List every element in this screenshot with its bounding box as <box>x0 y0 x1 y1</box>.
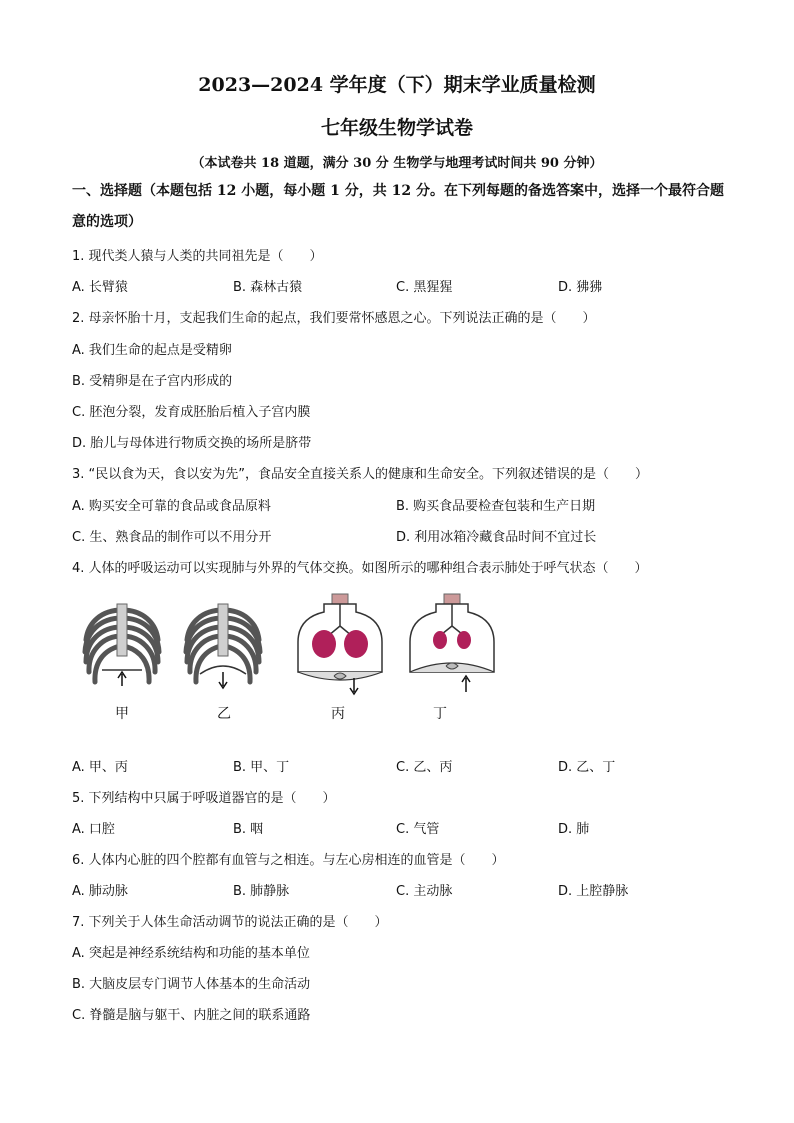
exam-title: 2023—2024 学年度（下）期末学业质量检测 <box>198 74 596 96</box>
ribcage-figure-yi <box>180 600 266 692</box>
figure-label-bing: 丙 <box>331 706 345 722</box>
section-heading: 一、选择题（本题包括 12 小题，每小题 1 分，共 12 分。在下列每题的备选答案中，选择一个最符合题意的选项） <box>72 183 724 230</box>
q1-option-a: A. 长臂猿 <box>72 280 128 295</box>
q7-option-a: A. 突起是神经系统结构和功能的基本单位 <box>72 946 310 961</box>
q2-option-d: D. 胎儿与母体进行物质交换的场所是脐带 <box>72 436 312 451</box>
q2-option-c: C. 胚泡分裂，发育成胚胎后植入子宫内膜 <box>72 405 311 420</box>
question-5-stem: 5. 下列结构中只属于呼吸道器官的是（ ） <box>72 791 336 806</box>
q5-option-c: C. 气管 <box>396 822 440 837</box>
q3-option-b: B. 购买食品要检查包装和生产日期 <box>396 499 596 514</box>
figure-label-ding: 丁 <box>433 706 447 722</box>
q4-option-a: A. 甲、丙 <box>72 760 128 775</box>
q4-option-d: D. 乙、丁 <box>558 760 616 775</box>
q1-option-d: D. 狒狒 <box>558 280 603 295</box>
q2-option-a: A. 我们生命的起点是受精卵 <box>72 343 232 358</box>
q6-option-b: B. 肺静脉 <box>233 884 290 899</box>
q4-option-b: B. 甲、丁 <box>233 760 290 775</box>
q6-option-c: C. 主动脉 <box>396 884 453 899</box>
q2-option-b: B. 受精卵是在子宫内形成的 <box>72 374 233 389</box>
q5-option-a: A. 口腔 <box>72 822 115 837</box>
q3-option-c: C. 生、熟食品的制作可以不用分开 <box>72 530 272 545</box>
question-7-stem: 7. 下列关于人体生命活动调节的说法正确的是（ ） <box>72 915 388 930</box>
q1-option-b: B. 森林古猿 <box>233 280 303 295</box>
figure-label-jia: 甲 <box>115 706 129 722</box>
q6-option-d: D. 上腔静脉 <box>558 884 629 899</box>
question-1-stem: 1. 现代类人猿与人类的共同祖先是（ ） <box>72 249 323 264</box>
question-4-stem: 4. 人体的呼吸运动可以实现肺与外界的气体交换。如图所示的哪种组合表示肺处于呼气状态（ ） <box>72 561 648 576</box>
ribcage-figure-jia <box>80 600 164 692</box>
bell-jar-figure-ding <box>406 592 498 696</box>
question-6-stem: 6. 人体内心脏的四个腔都有血管与之相连。与左心房相连的血管是（ ） <box>72 853 505 868</box>
figure-label-yi: 乙 <box>217 706 231 722</box>
question-3-stem: 3. “民以食为天，食以安为先”，食品安全直接关系人的健康和生命安全。下列叙述错误的是（ ） <box>72 467 649 482</box>
q1-option-c: C. 黑猩猩 <box>396 280 453 295</box>
q3-option-a: A. 购买安全可靠的食品或食品原料 <box>72 499 271 514</box>
bell-jar-figure-bing <box>294 592 386 696</box>
q7-option-b: B. 大脑皮层专门调节人体基本的生命活动 <box>72 977 311 992</box>
q5-option-b: B. 咽 <box>233 822 264 837</box>
exam-note: （本试卷共 18 道题，满分 30 分 生物学与地理考试时间共 90 分钟） <box>191 156 603 171</box>
q4-option-c: C. 乙、丙 <box>396 760 453 775</box>
q7-option-c: C. 脊髓是脑与躯干、内脏之间的联系通路 <box>72 1008 311 1023</box>
q5-option-d: D. 肺 <box>558 822 590 837</box>
q3-option-d: D. 利用冰箱冷藏食品时间不宜过长 <box>396 530 597 545</box>
q6-option-a: A. 肺动脉 <box>72 884 128 899</box>
exam-subtitle: 七年级生物学试卷 <box>320 117 473 139</box>
question-2-stem: 2. 母亲怀胎十月，支起我们生命的起点，我们要常怀感恩之心。下列说法正确的是（ ） <box>72 311 596 326</box>
